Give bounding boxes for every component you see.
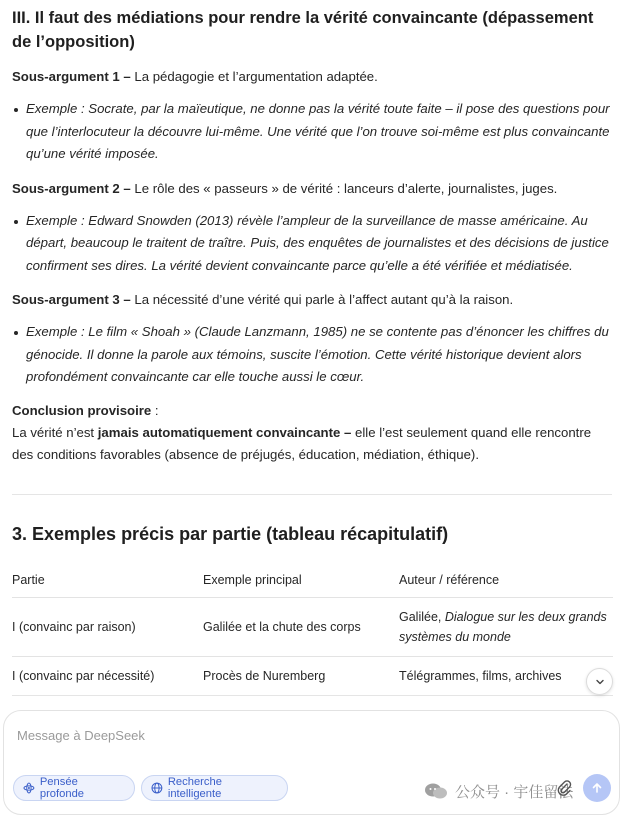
list-item xyxy=(12,98,612,166)
sub-argument-1 xyxy=(12,66,612,88)
sub-argument-label: Sous-argument 1 – xyxy=(12,69,131,84)
table-cell xyxy=(399,597,613,656)
globe-icon xyxy=(151,782,163,794)
reference-text: Galilée, xyxy=(399,609,445,624)
sub-argument-label: Sous-argument 3 – xyxy=(12,292,131,307)
bullet-icon xyxy=(14,108,18,112)
attachment-icon[interactable] xyxy=(556,779,572,797)
deep-think-label: Pensée profonde xyxy=(39,776,85,800)
smart-search-label: Recherche intelligente xyxy=(167,776,222,800)
scroll-to-bottom-button[interactable] xyxy=(586,668,613,695)
reference-title: Dialogue sur les deux grands systèmes du monde xyxy=(399,609,607,644)
watermark-text: 公众号 · 宇佳留法 xyxy=(455,783,574,801)
sub-argument-text: La pédagogie et l’argumentation adaptée. xyxy=(130,69,378,84)
smart-search-button[interactable] xyxy=(141,775,288,801)
atom-icon xyxy=(23,782,35,794)
table-header-row xyxy=(12,565,613,598)
conclusion-colon: : xyxy=(151,402,159,418)
section-heading: III. Il faut des médiations pour rendre la vérité convaincante (dépassement de l’opposition) xyxy=(12,9,594,51)
example-text: Exemple : Edward Snowden (2013) révèle l’ampleur de la surveillance de masse américaine. Au départ, beaucoup le traitent de traître. Puis, des enquêtes de journalistes et des décisions de justice confirment ses dires. La vérité devient convaincante parce qu’elle a été vérifiée et médiatisée. xyxy=(26,212,609,273)
column-header: Partie xyxy=(12,565,203,598)
example-list xyxy=(12,210,612,278)
conclusion-text-bold: jamais automatiquement convaincante – xyxy=(97,424,352,440)
table-cell: Galilée et la chute des corps xyxy=(203,597,399,656)
message-input[interactable]: Message à DeepSeek xyxy=(17,728,145,743)
chat-response xyxy=(12,0,612,696)
bullet-icon xyxy=(14,331,18,335)
column-header: Auteur / référence xyxy=(399,565,613,598)
sub-argument-2 xyxy=(12,178,612,200)
send-button[interactable] xyxy=(583,774,611,802)
table-cell xyxy=(399,656,613,695)
table-cell: I (convainc par nécessité) xyxy=(12,656,203,695)
watermark xyxy=(424,779,573,803)
example-list xyxy=(12,98,612,166)
table-row xyxy=(12,597,613,656)
conclusion-title: Conclusion provisoire xyxy=(12,402,152,418)
summary-table xyxy=(12,565,613,696)
conclusion-heading xyxy=(12,400,612,422)
table-cell: Procès de Nuremberg xyxy=(203,656,399,695)
section-divider xyxy=(12,494,612,495)
table-row xyxy=(12,656,613,695)
list-item xyxy=(12,321,612,389)
chevron-down-icon xyxy=(594,676,606,688)
deep-think-button[interactable] xyxy=(13,775,135,801)
bullet-icon xyxy=(14,220,18,224)
reference-text: Télégrammes, films, archives xyxy=(399,668,562,683)
sub-argument-text: Le rôle des « passeurs » de vérité : lanceurs d’alerte, journalistes, juges. xyxy=(130,180,558,196)
example-text: Exemple : Le film « Shoah » (Claude Lanzmann, 1985) ne se contente pas d’énoncer les chiffres du génocide. Il donne la parole aux témoins, suscite l’émotion. Cette vérité historique devient alors profondément convaincante car elle touche aussi le cœur. xyxy=(26,324,609,384)
wechat-icon xyxy=(424,782,448,800)
conclusion-text xyxy=(12,422,612,467)
table-cell: I (convainc par raison) xyxy=(12,597,203,656)
column-header: Exemple principal xyxy=(203,565,399,598)
sub-argument-3 xyxy=(12,289,612,311)
example-text: Exemple : Socrate, par la maïeutique, ne donne pas la vérité toute faite – il pose des questions pour que l’interlocuteur la découvre lui-même. Une vérité que l’on trouve soi-même est plus convaincante qu’une vérité imposée. xyxy=(26,101,610,161)
list-item xyxy=(12,210,612,278)
conclusion-text-start: La vérité n’est xyxy=(12,424,98,440)
conclusion-text-end: elle l’est seulement quand elle rencontre des conditions favorables (absence de préjugés, éducation, médiation, éthique). xyxy=(12,424,592,462)
sub-argument-text: La nécessité d’une vérité qui parle à l’affect autant qu’à la raison. xyxy=(130,292,514,307)
sub-argument-label: Sous-argument 2 – xyxy=(12,180,131,196)
example-list xyxy=(12,321,612,389)
arrow-up-icon xyxy=(591,782,603,794)
section-heading-examples: 3. Exemples précis par partie (tableau récapitulatif) xyxy=(12,523,449,544)
